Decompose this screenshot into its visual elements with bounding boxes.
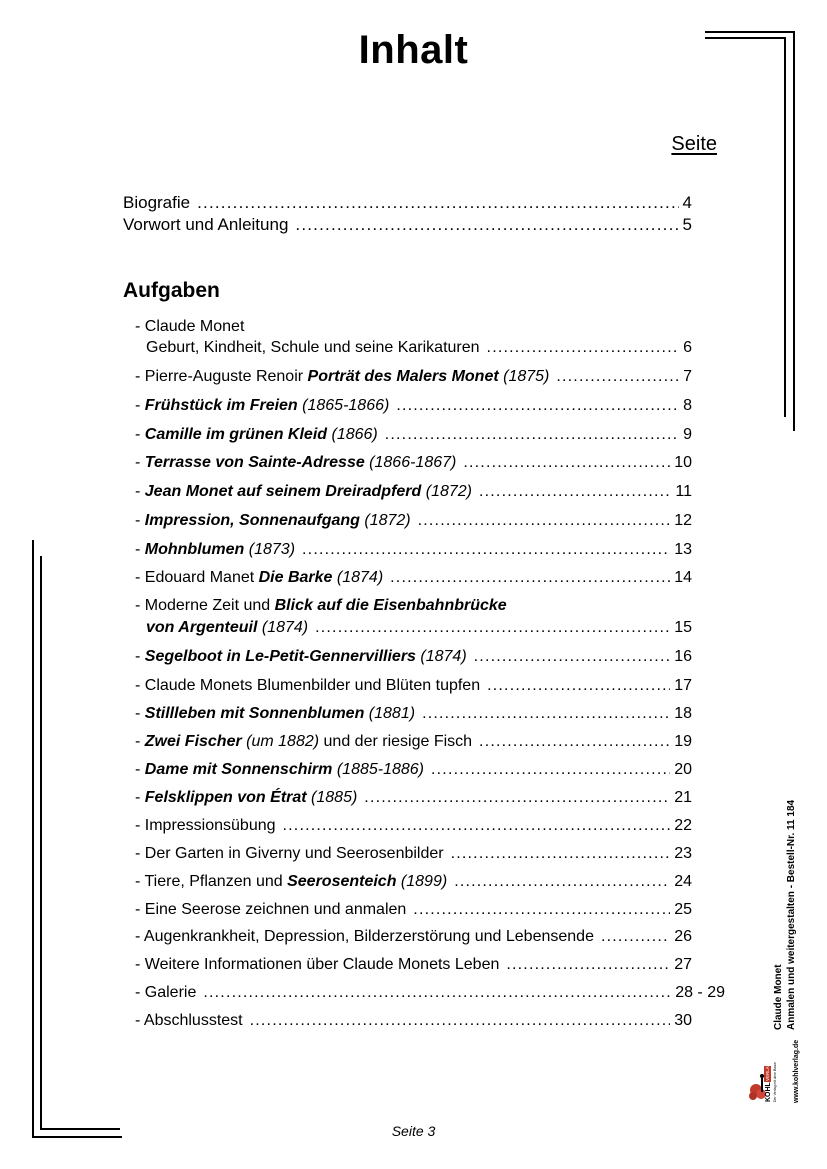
toc-page-number: 13: [674, 541, 692, 558]
toc-entry-text: [135, 900, 406, 920]
artwork-title: Zwei Fischer: [144, 733, 242, 750]
dot-leader: [487, 676, 670, 696]
toc-entry[interactable]: [135, 983, 725, 1003]
toc-entry-label: - Claude Monet: [135, 318, 245, 335]
toc-page-number: 16: [674, 648, 692, 665]
toc-page-number: 15: [674, 619, 692, 636]
toc-page-number: 6: [683, 339, 692, 356]
toc-entry-text: [135, 647, 467, 667]
toc-page-number: 9: [683, 426, 692, 443]
artwork-title: Die Barke: [258, 569, 333, 586]
artwork-title: Impression, Sonnenaufgang: [144, 512, 360, 529]
toc-page-number: 17: [674, 677, 692, 694]
toc-entry-text: [146, 618, 308, 638]
artwork-year: (1874): [257, 619, 309, 636]
toc-page-number: 10: [674, 454, 692, 471]
toc-entry-text: [135, 396, 389, 416]
toc-entry-label: -: [135, 733, 145, 750]
artwork-year: (1874): [332, 569, 384, 586]
toc-page-number: 23: [674, 845, 692, 862]
toc-page-number: 24: [674, 873, 692, 890]
dot-leader: [463, 453, 670, 473]
toc-entry-label: -: [135, 541, 145, 558]
toc-entry-label: - Augenkrankheit, Depression, Bilderzerstörung und Lebensende: [135, 928, 594, 945]
publisher-logo: [748, 1038, 778, 1104]
artwork-title: Porträt des Malers Monet: [307, 368, 499, 385]
artwork-title: Felsklippen von Étrat: [144, 789, 307, 806]
toc-entry-text: [135, 760, 424, 780]
toc-entry-text: [135, 1011, 243, 1031]
toc-entry-label: -: [135, 648, 145, 665]
artwork-year: (1874): [415, 648, 467, 665]
dot-leader: [385, 425, 679, 445]
book-subtitle: Anmalen und weitergestalten - Bestell-Nr. 11 184: [786, 799, 797, 1030]
toc-entry-label: Biografie: [123, 193, 191, 212]
dot-leader: [396, 396, 679, 416]
toc-entry[interactable]: [135, 540, 692, 560]
publisher-url: www.kohlverlag.de: [793, 1039, 800, 1103]
publisher-info: [772, 800, 798, 1030]
dot-leader: [197, 193, 678, 213]
toc-entry-first-line: [135, 596, 507, 616]
logo-badge: VERLAG: [765, 1062, 770, 1081]
dot-leader: [454, 872, 670, 892]
page-column-header: Seite: [671, 133, 717, 155]
toc-page-number: 7: [683, 368, 692, 385]
artwork-title: Frühstück im Freien: [144, 397, 298, 414]
toc-entry-text: [135, 732, 472, 752]
toc-entry-label: -: [135, 426, 145, 443]
toc-entry-text: [135, 927, 594, 947]
toc-entry-label: -: [135, 454, 145, 471]
artwork-title: Dame mit Sonnenschirm: [144, 761, 333, 778]
toc-entry[interactable]: [135, 872, 692, 892]
dot-leader: [250, 1011, 671, 1031]
toc-entry-text: [135, 816, 276, 836]
toc-entry-label: -: [135, 705, 145, 722]
toc-entry-text: [135, 568, 383, 588]
dot-leader: [506, 955, 670, 975]
artwork-year: (1899): [396, 873, 448, 890]
toc-entry-label: - Impressionsübung: [135, 817, 276, 834]
toc-entry[interactable]: [135, 844, 692, 864]
toc-entry[interactable]: [135, 482, 692, 502]
toc-entry-label: - Abschlusstest: [135, 1012, 243, 1029]
toc-entry-label: - Galerie: [135, 984, 197, 1001]
toc-entry-text: [135, 788, 357, 808]
toc-entry[interactable]: [135, 732, 692, 752]
frame-right-v2: [784, 37, 786, 417]
toc-entry[interactable]: [135, 425, 692, 445]
toc-page-number: 14: [674, 569, 692, 586]
toc-page-number: 25: [674, 901, 692, 918]
toc-entry-first-line: [135, 317, 244, 337]
frame-left-v2: [40, 556, 42, 1130]
dot-leader: [487, 338, 680, 358]
dot-leader: [451, 844, 671, 864]
toc-entry-text: [135, 704, 415, 724]
logo-slogan: Der Verlag mit dem Baum: [773, 1061, 777, 1102]
toc-entry[interactable]: [135, 396, 692, 416]
artwork-title: Blick auf die Eisenbahnbrücke: [274, 597, 507, 614]
dot-leader: [556, 367, 679, 387]
dot-leader: [283, 816, 671, 836]
toc-entry-text: [146, 338, 480, 358]
dot-leader: [431, 760, 670, 780]
artwork-title: Stillleben mit Sonnenblumen: [144, 705, 365, 722]
toc-page-number: 27: [674, 956, 692, 973]
toc-entry-label: -: [135, 512, 145, 529]
page-title: Inhalt: [358, 28, 469, 72]
toc-entry[interactable]: [135, 676, 692, 696]
section-title: Aufgaben: [123, 279, 220, 302]
artwork-year: (1872): [421, 483, 472, 500]
toc-entry[interactable]: [135, 453, 692, 473]
toc-entry[interactable]: [135, 568, 692, 588]
toc-entry-label: - Pierre-Auguste Renoir: [135, 368, 308, 385]
toc-entry-text: [135, 540, 295, 560]
toc-entry[interactable]: [135, 1011, 692, 1031]
artwork-year: (1872): [359, 512, 411, 529]
dot-leader: [203, 983, 671, 1003]
artwork-year: (1885): [306, 789, 358, 806]
dot-leader: [422, 704, 670, 724]
toc-entry-label: - Tiere, Pflanzen und: [135, 873, 288, 890]
dot-leader: [474, 647, 671, 667]
book-title: Claude Monet: [773, 964, 784, 1030]
toc-entry-label: - Edouard Manet: [135, 569, 259, 586]
toc-entry-label: Geburt, Kindheit, Schule und seine Karikaturen: [146, 339, 480, 356]
toc-entry-label: -: [135, 789, 145, 806]
toc-entry-label: Vorwort und Anleitung: [123, 215, 289, 234]
toc-entry-text: [135, 983, 196, 1003]
dot-leader: [601, 927, 670, 947]
toc-page-number: 21: [674, 789, 692, 806]
artwork-year: (um 1882): [241, 733, 320, 750]
toc-entry-label: -: [135, 761, 145, 778]
artwork-title: Camille im grünen Kleid: [144, 426, 328, 443]
dot-leader: [364, 788, 670, 808]
toc-entry-text: [135, 482, 472, 502]
toc-entry-label: -: [135, 397, 145, 414]
artwork-title: Jean Monet auf seinem Dreiradpferd: [144, 483, 422, 500]
toc-entry-text: [135, 511, 411, 531]
dot-leader: [390, 568, 670, 588]
dot-leader: [418, 511, 671, 531]
toc-entry-label: - Weitere Informationen über Claude Monets Leben: [135, 956, 500, 973]
dot-leader: [479, 732, 670, 752]
toc-page-number: 8: [683, 397, 692, 414]
toc-entry-text: [135, 367, 549, 387]
toc-page-number: 30: [674, 1012, 692, 1029]
page-footer: Seite 3: [391, 1123, 436, 1139]
toc-entry-text: [135, 425, 378, 445]
artwork-title: Seerosenteich: [287, 873, 397, 890]
artwork-title: Terrasse von Sainte-Adresse: [144, 454, 365, 471]
toc-page-number: 12: [674, 512, 692, 529]
toc-entry-label: - Claude Monets Blumenbilder und Blüten tupfen: [135, 677, 481, 694]
toc-entry[interactable]: [135, 927, 692, 947]
toc-page-number: 5: [682, 215, 692, 234]
intro-row[interactable]: [123, 215, 692, 235]
toc-entry[interactable]: [135, 955, 692, 975]
frame-right-v1: [793, 31, 795, 431]
toc-entry[interactable]: [135, 816, 692, 836]
toc-entry-label: - Moderne Zeit und: [135, 597, 275, 614]
toc-entry-text: [135, 872, 447, 892]
artwork-title: von Argenteuil: [146, 619, 258, 636]
artwork-title: Mohnblumen: [144, 541, 245, 558]
toc-entry-label: - Eine Seerose zeichnen und anmalen: [135, 901, 407, 918]
toc-page-number: 20: [674, 761, 692, 778]
toc-entry-label: - Der Garten in Giverny und Seerosenbilder: [135, 845, 444, 862]
toc-entry-text: [135, 955, 499, 975]
toc-entry-text: [135, 453, 456, 473]
artwork-year: (1866): [327, 426, 378, 443]
artwork-year: (1885-1886): [332, 761, 425, 778]
frame-left-v1: [32, 540, 34, 1138]
toc-entry[interactable]: [135, 511, 692, 531]
toc-entry-text: [135, 676, 480, 696]
toc-page-number: 19: [674, 733, 692, 750]
logo-text: KOHL: [765, 1082, 772, 1102]
toc-entry-text: [135, 844, 444, 864]
toc-page-number: 26: [674, 928, 692, 945]
toc-entry[interactable]: [135, 760, 692, 780]
toc-page-number: 22: [674, 817, 692, 834]
dot-leader: [315, 618, 670, 638]
dot-leader: [479, 482, 671, 502]
toc-entry[interactable]: [135, 900, 692, 920]
toc-entry-label: -: [135, 483, 145, 500]
toc-page-number: 4: [682, 193, 692, 212]
toc-entry[interactable]: [135, 788, 692, 808]
dot-leader: [295, 215, 678, 235]
toc-entry[interactable]: [135, 647, 692, 667]
toc-entry[interactable]: [146, 618, 692, 638]
toc-entry[interactable]: [135, 704, 692, 724]
toc-page-number: 11: [675, 483, 692, 500]
artwork-year: (1875): [498, 368, 550, 385]
artwork-year: (1873): [244, 541, 296, 558]
artwork-year: (1865-1866): [297, 397, 390, 414]
artwork-year: (1881): [364, 705, 416, 722]
dot-leader: [413, 900, 670, 920]
toc-entry[interactable]: [146, 338, 692, 358]
intro-row[interactable]: [123, 193, 692, 213]
tree-icon: [749, 1074, 766, 1100]
artwork-title: Segelboot in Le-Petit-Gennervilliers: [144, 648, 416, 665]
artwork-year: (1866-1867): [364, 454, 457, 471]
toc-entry-label: und der riesige Fisch: [319, 733, 473, 750]
toc-page-number: 28 - 29: [675, 984, 725, 1001]
toc-entry[interactable]: [135, 367, 692, 387]
dot-leader: [302, 540, 670, 560]
toc-page-number: 18: [674, 705, 692, 722]
